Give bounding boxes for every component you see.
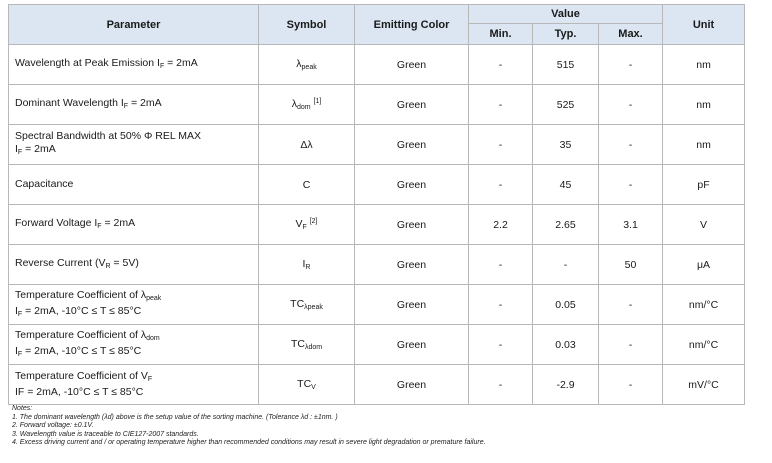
parameter-cell: Forward Voltage $I_F = 2mA$ bbox=[9, 205, 259, 245]
table-row bbox=[9, 365, 745, 405]
symbol-cell: Δλ bbox=[259, 125, 355, 165]
header-parameter: Parameter bbox=[9, 5, 259, 45]
parameter-cell: Wavelength at Peak Emission $I_F = 2mA$ bbox=[9, 45, 259, 85]
symbol-cell: C bbox=[259, 165, 355, 205]
emitting-color-cell: Green bbox=[355, 125, 469, 165]
table-body bbox=[9, 45, 745, 405]
unit-cell: V bbox=[663, 205, 745, 245]
max-cell: 3.1 bbox=[599, 205, 663, 245]
unit-cell: nm/°C bbox=[663, 285, 745, 325]
max-cell: - bbox=[599, 365, 663, 405]
unit-cell: pF bbox=[663, 165, 745, 205]
symbol-cell: $V_F$ [2] bbox=[259, 205, 355, 245]
typ-cell: 525 bbox=[533, 85, 599, 125]
emitting-color-cell: Green bbox=[355, 165, 469, 205]
symbol-cell: $\lambda_{peak}$ bbox=[259, 45, 355, 85]
header-unit: Unit bbox=[663, 5, 745, 45]
parameter-cell: Spectral Bandwidth at 50% Φ REL MAX $I_F = 2mA$ bbox=[9, 125, 259, 165]
typ-cell: 35 bbox=[533, 125, 599, 165]
min-cell: - bbox=[469, 245, 533, 285]
notes-heading: Notes: bbox=[12, 405, 33, 412]
table-row bbox=[9, 325, 745, 365]
min-cell: - bbox=[469, 365, 533, 405]
max-cell: 50 bbox=[599, 245, 663, 285]
table-row bbox=[9, 125, 745, 165]
symbol-cell: $I_R$ bbox=[259, 245, 355, 285]
typ-cell: 0.05 bbox=[533, 285, 599, 325]
header-typ: Typ. bbox=[533, 24, 599, 45]
header-symbol: Symbol bbox=[259, 5, 355, 45]
parameter-cell: Temperature Coefficient of $\lambda_{peak}$ $I_F = 2mA$, -10°C ≤ T ≤ 85°C bbox=[9, 285, 259, 325]
header-emitting-color: Emitting Color bbox=[355, 5, 469, 45]
symbol-cell: $TC_{\lambda peak}$ bbox=[259, 285, 355, 325]
header-min: Min. bbox=[469, 24, 533, 45]
typ-cell: -2.9 bbox=[533, 365, 599, 405]
notes-section bbox=[12, 405, 752, 448]
parameter-cell: Temperature Coefficient of $\lambda_{dom}$ $I_F = 2mA$, -10°C ≤ T ≤ 85°C bbox=[9, 325, 259, 365]
table-row bbox=[9, 85, 745, 125]
parameter-cell: Dominant Wavelength $I_F = 2mA$ bbox=[9, 85, 259, 125]
emitting-color-cell: Green bbox=[355, 45, 469, 85]
table-row bbox=[9, 165, 745, 205]
min-cell: - bbox=[469, 85, 533, 125]
min-cell: - bbox=[469, 165, 533, 205]
max-cell: - bbox=[599, 325, 663, 365]
table-row bbox=[9, 285, 745, 325]
emitting-color-cell: Green bbox=[355, 245, 469, 285]
emitting-color-cell: Green bbox=[355, 85, 469, 125]
min-cell: - bbox=[469, 125, 533, 165]
table-row bbox=[9, 45, 745, 85]
max-cell: - bbox=[599, 285, 663, 325]
note-item: 1. The dominant wavelength (λd) above is the setup value of the sorting machine. (Tolerance λd : ±1nm. ) bbox=[12, 413, 338, 421]
min-cell: 2.2 bbox=[469, 205, 533, 245]
unit-cell: nm/°C bbox=[663, 325, 745, 365]
unit-cell: nm bbox=[663, 125, 745, 165]
unit-cell: mV/°C bbox=[663, 365, 745, 405]
max-cell: - bbox=[599, 45, 663, 85]
unit-cell: nm bbox=[663, 45, 745, 85]
unit-cell: μA bbox=[663, 245, 745, 285]
parameter-cell: Reverse Current $(V_R = 5V)$ bbox=[9, 245, 259, 285]
typ-cell: 515 bbox=[533, 45, 599, 85]
typ-cell: 0.03 bbox=[533, 325, 599, 365]
typ-cell: 2.65 bbox=[533, 205, 599, 245]
note-item: 2. Forward voltage: ±0.1V. bbox=[12, 422, 94, 430]
min-cell: - bbox=[469, 45, 533, 85]
max-cell: - bbox=[599, 125, 663, 165]
note-item: 3. Wavelength value is traceable to CIE127-2007 standards. bbox=[12, 430, 199, 438]
max-cell: - bbox=[599, 165, 663, 205]
emitting-color-cell: Green bbox=[355, 365, 469, 405]
symbol-cell: $\lambda_{dom}$ [1] bbox=[259, 85, 355, 125]
header-max: Max. bbox=[599, 24, 663, 45]
table-row bbox=[9, 245, 745, 285]
parameter-cell: Temperature Coefficient of $V_F$ IF = 2mA, -10°C ≤ T ≤ 85°C bbox=[9, 365, 259, 405]
max-cell: - bbox=[599, 85, 663, 125]
table-row bbox=[9, 205, 745, 245]
electro-optical-characteristics-table bbox=[8, 4, 745, 405]
symbol-cell: $TC_V$ bbox=[259, 365, 355, 405]
header-value: Value bbox=[469, 5, 663, 24]
emitting-color-cell: Green bbox=[355, 325, 469, 365]
typ-cell: - bbox=[533, 245, 599, 285]
min-cell: - bbox=[469, 325, 533, 365]
emitting-color-cell: Green bbox=[355, 285, 469, 325]
unit-cell: nm bbox=[663, 85, 745, 125]
typ-cell: 45 bbox=[533, 165, 599, 205]
symbol-cell: $TC_{\lambda dom}$ bbox=[259, 325, 355, 365]
emitting-color-cell: Green bbox=[355, 205, 469, 245]
note-item: 4. Excess driving current and / or operating temperature higher than recommended conditions may result in severe light degradation or premature failure. bbox=[12, 439, 486, 447]
parameter-cell: Capacitance bbox=[9, 165, 259, 205]
min-cell: - bbox=[469, 285, 533, 325]
